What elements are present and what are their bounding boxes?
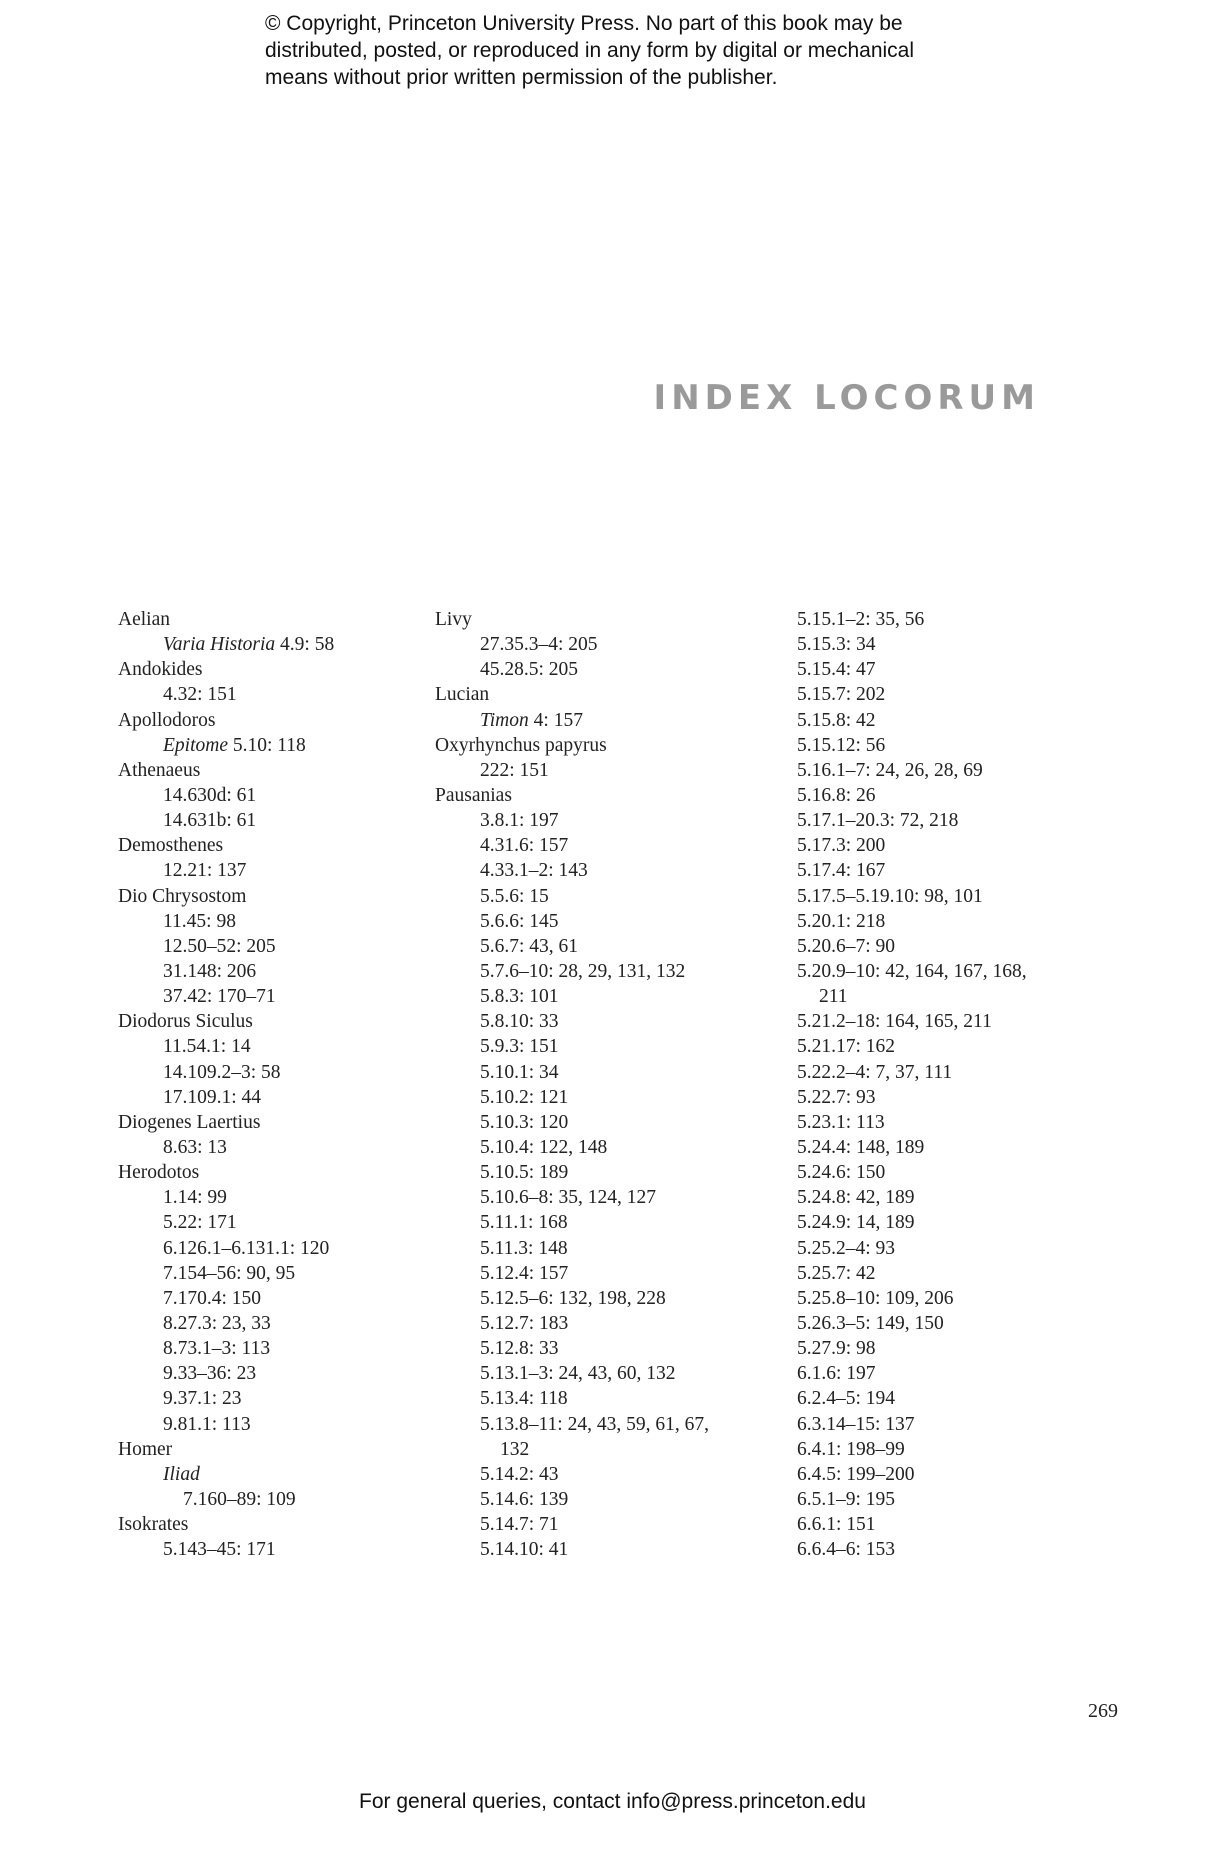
entry-text: 5.10.6–8: 35, 124, 127 <box>480 1187 657 1209</box>
entry-text: 14.631b: 61 <box>163 810 257 832</box>
index-entry <box>797 632 1097 657</box>
entry-text: 5.16.8: 26 <box>797 784 876 806</box>
entry-text: 5.11.3: 148 <box>480 1237 568 1259</box>
index-entry <box>797 909 1097 934</box>
index-entry <box>118 1286 418 1311</box>
entry-text: 5.12.5–6: 132, 198, 228 <box>480 1287 666 1309</box>
index-entry <box>118 1361 418 1386</box>
index-entry <box>797 833 1097 858</box>
index-entry <box>435 1487 765 1512</box>
index-entry <box>435 1236 765 1261</box>
index-entry <box>797 1412 1097 1437</box>
index-heading-entry <box>118 1512 418 1537</box>
entry-text: 6.4.1: 198–99 <box>797 1438 905 1460</box>
index-heading-entry <box>118 833 418 858</box>
index-entry <box>435 1311 765 1336</box>
index-entry <box>435 858 765 883</box>
entry-text: 5.22.2–4: 7, 37, 111 <box>797 1061 953 1083</box>
index-entry <box>435 934 765 959</box>
index-entry <box>435 909 765 934</box>
entry-text: Andokides <box>118 659 203 681</box>
index-entry <box>797 1462 1097 1487</box>
index-entry <box>118 1135 418 1160</box>
index-entry <box>118 1210 418 1235</box>
index-entry <box>797 1537 1097 1562</box>
entry-text: 5.17.4: 167 <box>797 860 886 882</box>
index-entry <box>797 1437 1097 1462</box>
index-entry <box>118 1034 418 1059</box>
entry-text: 5.14.2: 43 <box>480 1463 559 1485</box>
index-entry <box>797 1185 1097 1210</box>
index-entry <box>435 959 765 984</box>
entry-text: 6.6.1: 151 <box>797 1514 876 1536</box>
index-heading-entry <box>435 607 765 632</box>
entry-text: 6.6.4–6: 153 <box>797 1539 896 1561</box>
index-entry <box>797 884 1097 909</box>
entry-text: 5.11.1: 168 <box>480 1212 568 1234</box>
work-title: Epitome <box>163 734 228 756</box>
entry-text: 6.3.14–15: 137 <box>797 1413 915 1435</box>
entry-text: 11.45: 98 <box>163 910 236 932</box>
index-heading-entry <box>118 708 418 733</box>
entry-text: Homer <box>118 1438 173 1460</box>
index-entry <box>435 984 765 1009</box>
entry-text: 5.23.1: 113 <box>797 1111 885 1133</box>
work-title: Iliad <box>163 1463 200 1485</box>
entry-text: 4.9: 58 <box>275 634 335 656</box>
index-entry <box>797 1236 1097 1261</box>
entry-text: 222: 151 <box>480 759 549 781</box>
index-entry <box>797 808 1097 833</box>
index-entry <box>797 984 1097 1009</box>
entry-text: 9.33–36: 23 <box>163 1363 257 1385</box>
index-entry <box>797 1286 1097 1311</box>
index-entry <box>118 632 418 657</box>
entry-text: 5.14.10: 41 <box>480 1539 569 1561</box>
entry-text: 12.21: 137 <box>163 860 247 882</box>
entry-text: 5.26.3–5: 149, 150 <box>797 1312 944 1334</box>
index-heading-entry <box>118 1437 418 1462</box>
entry-text: 5.27.9: 98 <box>797 1338 876 1360</box>
entry-text: 7.160–89: 109 <box>183 1488 296 1510</box>
work-title: Timon <box>480 709 529 731</box>
index-column-1 <box>118 607 418 1562</box>
entry-text: 5.21.17: 162 <box>797 1036 896 1058</box>
entry-text: 4.33.1–2: 143 <box>480 860 588 882</box>
index-entry <box>435 632 765 657</box>
index-entry <box>118 909 418 934</box>
index-entry <box>435 1185 765 1210</box>
entry-text: 45.28.5: 205 <box>480 659 579 681</box>
entry-text: 5.10.2: 121 <box>480 1086 569 1108</box>
entry-text: 5.21.2–18: 164, 165, 211 <box>797 1011 992 1033</box>
entry-text: 5.13.4: 118 <box>480 1388 568 1410</box>
entry-text: 5.6.7: 43, 61 <box>480 935 579 957</box>
index-entry <box>435 1210 765 1235</box>
index-entry <box>435 1009 765 1034</box>
index-entry <box>118 1060 418 1085</box>
entry-text: Dio Chrysostom <box>118 885 247 907</box>
index-entry <box>797 758 1097 783</box>
entry-text: 5.20.9–10: 42, 164, 167, 168, <box>797 960 1027 982</box>
index-entry <box>435 884 765 909</box>
entry-text: Diodorus Siculus <box>118 1011 253 1033</box>
work-title: Varia Historia <box>163 634 276 656</box>
entry-text: 12.50–52: 205 <box>163 935 276 957</box>
index-entry <box>435 833 765 858</box>
entry-text: 6.1.6: 197 <box>797 1363 876 1385</box>
index-entry <box>797 708 1097 733</box>
index-entry <box>435 1060 765 1085</box>
index-entry <box>118 1311 418 1336</box>
entry-text: 6.126.1–6.131.1: 120 <box>163 1237 330 1259</box>
entry-text: 5.8.3: 101 <box>480 986 559 1008</box>
index-heading-entry <box>435 682 765 707</box>
entry-text: 5.8.10: 33 <box>480 1011 559 1033</box>
index-entry <box>118 1336 418 1361</box>
entry-text: 5.10.1: 34 <box>480 1061 559 1083</box>
index-entry <box>797 607 1097 632</box>
entry-text: 5.13.8–11: 24, 43, 59, 61, 67, <box>480 1413 709 1435</box>
index-entry <box>435 1462 765 1487</box>
copyright-line: © Copyright, Princeton University Press. No part of this book may be <box>265 12 903 35</box>
entry-text: 31.148: 206 <box>163 960 257 982</box>
entry-text: 5.16.1–7: 24, 26, 28, 69 <box>797 759 983 781</box>
entry-text: 5.20.6–7: 90 <box>797 935 896 957</box>
entry-text: 27.35.3–4: 205 <box>480 634 598 656</box>
index-entry <box>118 1487 418 1512</box>
index-entry <box>118 1236 418 1261</box>
entry-text: 211 <box>819 986 848 1008</box>
index-entry <box>435 657 765 682</box>
entry-text: 5.24.9: 14, 189 <box>797 1212 915 1234</box>
index-entry <box>797 1386 1097 1411</box>
entry-text: 14.109.2–3: 58 <box>163 1061 281 1083</box>
index-entry <box>797 1034 1097 1059</box>
entry-text: 4.31.6: 157 <box>480 835 569 857</box>
copyright-notice <box>265 10 1025 91</box>
entry-text: 5.12.4: 157 <box>480 1262 569 1284</box>
index-entry <box>435 1537 765 1562</box>
index-entry <box>797 1261 1097 1286</box>
page-number: 269 <box>1088 1700 1118 1722</box>
index-entry <box>797 858 1097 883</box>
index-entry <box>118 959 418 984</box>
index-heading-entry <box>435 733 765 758</box>
copyright-line: distributed, posted, or reproduced in any form by digital or mechanical <box>265 39 915 62</box>
index-entry <box>118 858 418 883</box>
index-entry <box>435 1034 765 1059</box>
entry-text: 5.17.1–20.3: 72, 218 <box>797 810 959 832</box>
index-entry <box>435 1512 765 1537</box>
index-entry <box>797 1160 1097 1185</box>
entry-text: Demosthenes <box>118 835 224 857</box>
index-entry <box>118 1261 418 1286</box>
index-entry <box>797 682 1097 707</box>
index-heading-entry <box>435 783 765 808</box>
entry-text: 5.20.1: 218 <box>797 910 886 932</box>
index-entry <box>435 1135 765 1160</box>
index-entry <box>797 1361 1097 1386</box>
index-entry <box>118 934 418 959</box>
entry-text: 5.14.6: 139 <box>480 1488 569 1510</box>
entry-text: 5.15.4: 47 <box>797 659 876 681</box>
entry-text: 5.12.8: 33 <box>480 1338 559 1360</box>
index-entry <box>435 1110 765 1135</box>
entry-text: 5.5.6: 15 <box>480 885 549 907</box>
entry-text: Apollodoros <box>118 709 216 731</box>
entry-text: Pausanias <box>435 784 512 806</box>
index-heading-entry <box>118 1110 418 1135</box>
index-column-2 <box>435 607 765 1562</box>
index-entry <box>797 733 1097 758</box>
entry-text: 3.8.1: 197 <box>480 810 559 832</box>
index-heading-entry <box>118 884 418 909</box>
entry-text: Oxyrhynchus papyrus <box>435 734 607 756</box>
index-heading-entry <box>118 1009 418 1034</box>
entry-text: 5.24.6: 150 <box>797 1162 886 1184</box>
index-heading-entry <box>118 657 418 682</box>
footer-contact: For general queries, contact info@press.princeton.edu <box>359 1790 866 1813</box>
index-heading-entry <box>118 758 418 783</box>
entry-text: 4.32: 151 <box>163 684 237 706</box>
page-title: INDEX LOCORUM <box>653 378 1040 418</box>
entry-text: 8.73.1–3: 113 <box>163 1338 271 1360</box>
entry-text: 5.17.5–5.19.10: 98, 101 <box>797 885 983 907</box>
entry-text: Livy <box>435 609 472 630</box>
copyright-line: means without prior written permission of the publisher. <box>265 66 778 89</box>
index-entry <box>118 1462 418 1487</box>
entry-text: 5.6.6: 145 <box>480 910 559 932</box>
entry-text: 5.25.8–10: 109, 206 <box>797 1287 954 1309</box>
entry-text: 37.42: 170–71 <box>163 986 276 1008</box>
index-entry <box>435 1412 765 1437</box>
entry-text: 5.143–45: 171 <box>163 1539 276 1561</box>
entry-text: 5.15.8: 42 <box>797 709 876 731</box>
entry-text: 5.10.3: 120 <box>480 1111 569 1133</box>
entry-text: 5.10.5: 189 <box>480 1162 569 1184</box>
index-entry <box>118 1386 418 1411</box>
entry-text: 5.7.6–10: 28, 29, 131, 132 <box>480 960 686 982</box>
index-entry <box>797 959 1097 984</box>
index-entry <box>797 1110 1097 1135</box>
entry-text: 9.37.1: 23 <box>163 1388 242 1410</box>
entry-text: 5.15.1–2: 35, 56 <box>797 609 925 630</box>
index-entry <box>118 984 418 1009</box>
index-entry <box>118 1537 418 1562</box>
entry-text: 9.81.1: 113 <box>163 1413 251 1435</box>
entry-text: 4: 157 <box>528 709 583 731</box>
index-entry <box>118 1085 418 1110</box>
entry-text: 6.2.4–5: 194 <box>797 1388 896 1410</box>
entry-text: 5.24.8: 42, 189 <box>797 1187 915 1209</box>
entry-text: 5.22: 171 <box>163 1212 237 1234</box>
index-entry <box>118 1185 418 1210</box>
index-entry <box>797 1060 1097 1085</box>
entry-text: 5.15.7: 202 <box>797 684 886 706</box>
index-entry <box>118 733 418 758</box>
index-entry <box>797 1311 1097 1336</box>
entry-text: 6.4.5: 199–200 <box>797 1463 915 1485</box>
entry-text: 5.22.7: 93 <box>797 1086 876 1108</box>
entry-text: 5.15.12: 56 <box>797 734 886 756</box>
entry-text: 11.54.1: 14 <box>163 1036 251 1058</box>
entry-text: 5.15.3: 34 <box>797 634 876 656</box>
index-entry <box>797 934 1097 959</box>
index-entry <box>435 1336 765 1361</box>
entry-text: Aelian <box>118 609 170 630</box>
index-entry <box>118 682 418 707</box>
index-entry <box>435 758 765 783</box>
entry-text: 6.5.1–9: 195 <box>797 1488 896 1510</box>
index-entry <box>797 1210 1097 1235</box>
entry-text: Isokrates <box>118 1514 189 1536</box>
entry-text: 7.170.4: 150 <box>163 1287 262 1309</box>
entry-text: 5.14.7: 71 <box>480 1514 559 1536</box>
index-entry <box>797 1336 1097 1361</box>
index-heading-entry <box>118 607 418 632</box>
index-entry <box>118 808 418 833</box>
index-entry <box>435 808 765 833</box>
index-entry <box>797 783 1097 808</box>
index-entry <box>797 1135 1097 1160</box>
entry-text: 5.10.4: 122, 148 <box>480 1136 608 1158</box>
entry-text: 8.27.3: 23, 33 <box>163 1312 271 1334</box>
entry-text: 5.12.7: 183 <box>480 1312 569 1334</box>
entry-text: Athenaeus <box>118 759 201 781</box>
index-entry <box>435 708 765 733</box>
entry-text: 132 <box>500 1438 530 1460</box>
index-entry <box>797 1487 1097 1512</box>
index-entry <box>797 1512 1097 1537</box>
index-heading-entry <box>118 1160 418 1185</box>
index-entry <box>435 1361 765 1386</box>
entry-text: 5.9.3: 151 <box>480 1036 559 1058</box>
entry-text: 17.109.1: 44 <box>163 1086 262 1108</box>
entry-text: 5.24.4: 148, 189 <box>797 1136 925 1158</box>
entry-text: Lucian <box>435 684 490 706</box>
entry-text: 7.154–56: 90, 95 <box>163 1262 296 1284</box>
index-entry <box>797 657 1097 682</box>
entry-text: 5.10: 118 <box>227 734 306 756</box>
index-entry <box>118 1412 418 1437</box>
index-entry <box>435 1286 765 1311</box>
index-entry <box>435 1085 765 1110</box>
index-entry <box>435 1437 765 1462</box>
index-entry <box>435 1160 765 1185</box>
entry-text: 5.13.1–3: 24, 43, 60, 132 <box>480 1363 676 1385</box>
entry-text: Herodotos <box>118 1162 200 1184</box>
entry-text: Diogenes Laertius <box>118 1111 261 1133</box>
entry-text: 5.25.2–4: 93 <box>797 1237 896 1259</box>
index-entry <box>797 1009 1097 1034</box>
entry-text: 1.14: 99 <box>163 1187 227 1209</box>
index-entry <box>797 1085 1097 1110</box>
index-entry <box>118 783 418 808</box>
index-entry <box>435 1386 765 1411</box>
entry-text: 8.63: 13 <box>163 1136 227 1158</box>
entry-text: 5.17.3: 200 <box>797 835 886 857</box>
index-entry <box>435 1261 765 1286</box>
entry-text: 14.630d: 61 <box>163 784 257 806</box>
index-column-3 <box>797 607 1097 1562</box>
entry-text: 5.25.7: 42 <box>797 1262 876 1284</box>
